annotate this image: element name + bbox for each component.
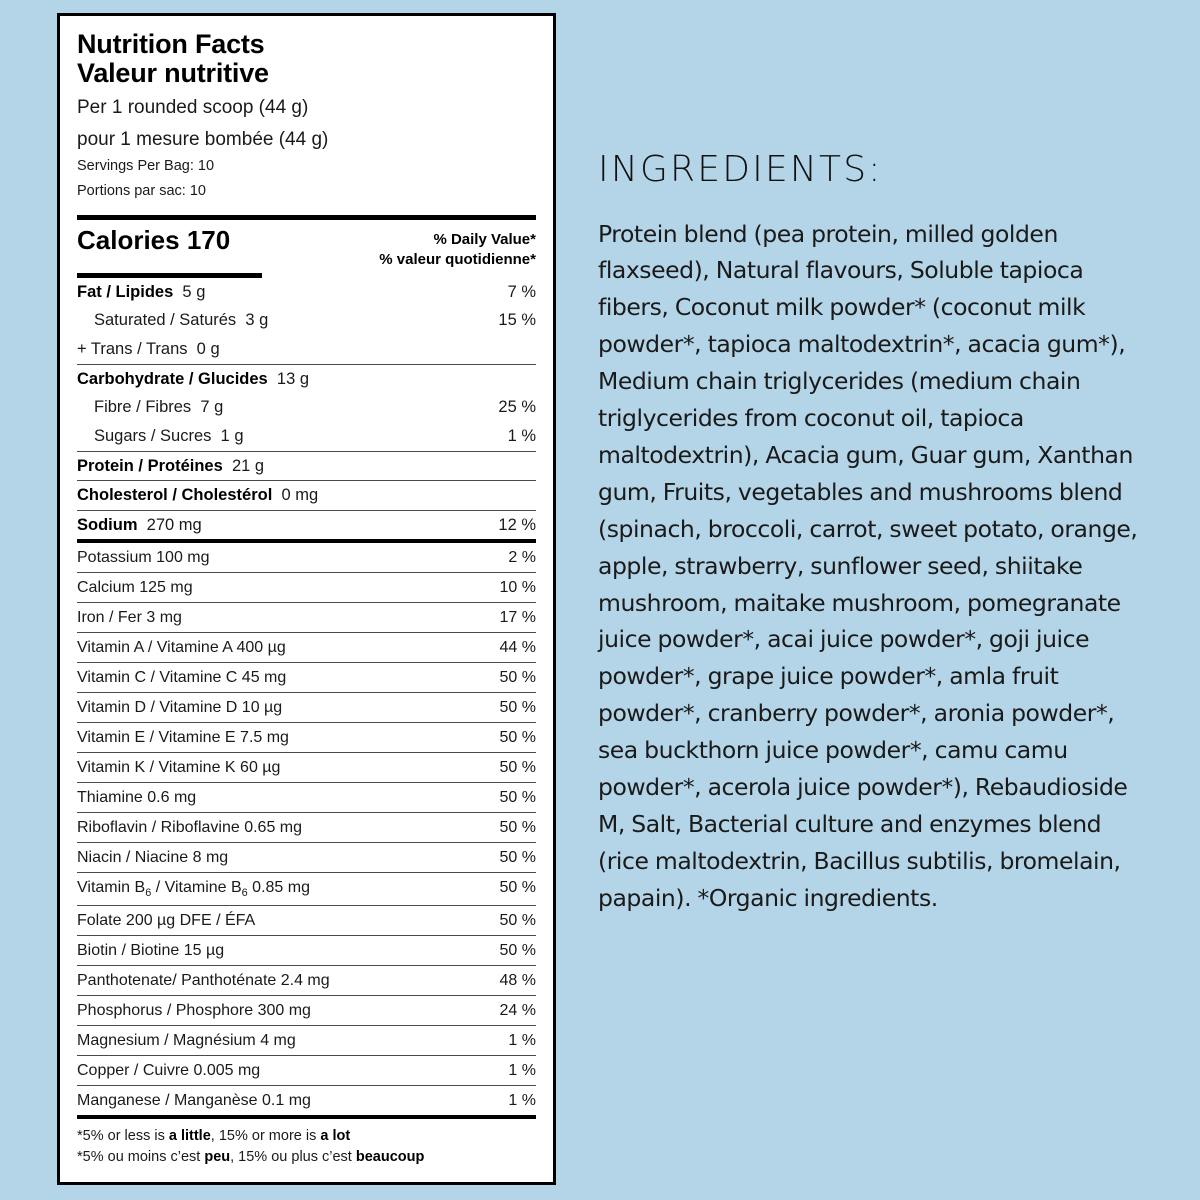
micronutrient-label: Biotin / Biotine 15 µg <box>77 941 225 959</box>
micronutrient-row <box>77 1026 536 1055</box>
micronutrient-label: Niacin / Niacine 8 mg <box>77 848 229 866</box>
micronutrient-rows <box>77 543 536 1115</box>
daily-value-header-en: % Daily Value* <box>433 230 536 248</box>
nutrient-daily-value: 12 % <box>498 515 536 534</box>
footnote-fr-bold1: peu <box>204 1149 231 1166</box>
micronutrient-row <box>77 603 536 632</box>
footnote-fr <box>77 1147 536 1168</box>
nutrition-facts-panel <box>57 13 556 1185</box>
micronutrient-label: Panthotenate/ Panthoténate 2.4 mg <box>77 971 330 989</box>
micronutrient-daily-value: 50 % <box>499 911 536 929</box>
nutrient-amount: 21 g <box>222 456 265 475</box>
micronutrient-row <box>77 573 536 602</box>
nutrient-amount: 13 g <box>267 369 310 388</box>
calories-row <box>77 220 536 273</box>
nutrient-amount: 3 g <box>236 311 269 330</box>
daily-value-header-fr: % valeur quotidienne* <box>379 250 536 268</box>
nutrient-amount: 5 g <box>173 282 206 301</box>
micronutrient-daily-value: 50 % <box>499 728 536 746</box>
nutrient-row <box>77 452 536 481</box>
micronutrient-daily-value: 50 % <box>499 941 536 959</box>
micronutrient-label: Folate 200 µg DFE / ÉFA <box>77 911 256 929</box>
micronutrient-daily-value: 10 % <box>499 578 536 596</box>
nutrition-facts-title-fr: Valeur nutritive <box>77 57 269 88</box>
micronutrient-label: Vitamin A / Vitamine A 400 µg <box>77 638 286 656</box>
micronutrient-daily-value: 50 % <box>499 788 536 806</box>
nutrient-label: Cholesterol / Cholestérol 0 mg <box>77 486 319 505</box>
nutrient-row <box>77 481 536 510</box>
micronutrient-row <box>77 1056 536 1085</box>
micronutrient-row <box>77 906 536 935</box>
micronutrient-daily-value: 50 % <box>499 698 536 716</box>
nutrient-daily-value: 1 % <box>507 426 536 445</box>
micronutrient-row <box>77 723 536 752</box>
micronutrient-label: Iron / Fer 3 mg <box>77 608 182 626</box>
micronutrient-label: Vitamin $B_6$ / Vitamine $B_6$ 0.85 mg <box>77 878 310 900</box>
nutrient-row <box>77 335 536 364</box>
servings-per-bag-en: Servings Per Bag: 10 <box>77 157 215 174</box>
servings-per-bag-fr: Portions par sac: 10 <box>77 182 206 199</box>
micronutrient-row <box>77 843 536 872</box>
micronutrient-daily-value: 24 % <box>499 1001 536 1019</box>
micronutrient-row <box>77 543 536 572</box>
footnote-en <box>77 1119 536 1147</box>
daily-value-header <box>379 226 536 270</box>
nutrient-row <box>77 393 536 422</box>
nutrient-amount: 7 g <box>191 398 224 417</box>
micronutrient-row <box>77 663 536 692</box>
micronutrient-daily-value: 50 % <box>499 668 536 686</box>
nutrient-daily-value: 7 % <box>507 282 536 301</box>
micronutrient-row <box>77 873 536 905</box>
footnote-fr-mid: , 15% ou plus c’est <box>230 1149 356 1166</box>
nutrient-daily-value: 15 % <box>498 311 536 330</box>
footnote-en-bold2: a lot <box>320 1128 351 1145</box>
micronutrient-label: Copper / Cuivre 0.005 mg <box>77 1061 261 1079</box>
micronutrient-daily-value: 17 % <box>499 608 536 626</box>
footnote-fr-prefix: *5% ou moins c’est <box>77 1149 205 1166</box>
nutrient-row <box>77 422 536 451</box>
micronutrient-row <box>77 996 536 1025</box>
ingredients-body: Protein blend (pea protein, milled golden flaxseed), Natural flavours, Soluble tapioca fibers, Coconut milk powder* (coconut milk powder*, tapioca maltodextrin*, acacia gum*), Medium chain triglycerides (medium chain triglycerides from coconut oil, tapioca maltodextrin), Acacia gum, Guar gum, Xanthan gum, Fruits, vegetables and mushrooms blend (spinach, broccoli, carrot, sweet potato, orange, apple, strawberry, sunflower seed, shiitake mushroom, maitake mushroom, pomegranate juice powder*, acai juice powder*, goji juice powder*, grape juice powder*, amla fruit powder*, cranberry powder*, aronia powder*, sea buckthorn juice powder*, camu camu powder*, acerola juice powder*), Rebaudioside M, Salt, Bacterial culture and enzymes blend (rice maltodextrin, Bacillus subtilis, bromelain, papain). *Organic ingredients. <box>598 219 1138 912</box>
micronutrient-row <box>77 633 536 662</box>
footnote-en-bold1: a little <box>168 1128 211 1145</box>
micronutrient-label: Phosphorus / Phosphore 300 mg <box>77 1001 311 1019</box>
footnote-en-mid: , 15% or more is <box>210 1128 321 1145</box>
nutrient-label: Protein / Protéines 21 g <box>77 456 265 475</box>
nutrient-amount: 0 g <box>187 340 220 359</box>
micronutrient-label: Vitamin K / Vitamine K 60 µg <box>77 758 281 776</box>
micronutrient-label: Magnesium / Magnésium 4 mg <box>77 1031 296 1049</box>
micronutrient-row <box>77 936 536 965</box>
footnote-en-prefix: *5% or less is <box>77 1128 169 1145</box>
serving-size-en: Per 1 rounded scoop (44 g) <box>77 96 309 118</box>
micronutrient-daily-value: 1 % <box>508 1061 536 1079</box>
micronutrient-daily-value: 2 % <box>508 548 536 566</box>
nutrient-label: + Trans / Trans 0 g <box>77 340 220 359</box>
micronutrient-label: Vitamin D / Vitamine D 10 µg <box>77 698 283 716</box>
micronutrient-row <box>77 693 536 722</box>
micronutrient-daily-value: 1 % <box>508 1091 536 1109</box>
nutrient-daily-value: 25 % <box>498 398 536 417</box>
micronutrient-daily-value: 44 % <box>499 638 536 656</box>
nutrient-label: Saturated / Saturés 3 g <box>94 311 269 330</box>
micronutrient-row <box>77 783 536 812</box>
serving-size-fr: pour 1 mesure bombée (44 g) <box>77 128 329 150</box>
nutrient-label: Fibre / Fibres 7 g <box>94 398 224 417</box>
ingredients-panel <box>598 150 1138 917</box>
nutrient-row <box>77 278 536 307</box>
micronutrient-row <box>77 813 536 842</box>
micronutrient-daily-value: 50 % <box>499 758 536 776</box>
nutrient-amount: 270 mg <box>137 515 202 534</box>
nutrient-row <box>77 306 536 335</box>
ingredients-heading: INGREDIENTS: <box>598 149 883 190</box>
micronutrient-row <box>77 1086 536 1115</box>
nutrient-label: Sodium 270 mg <box>77 515 202 534</box>
nutrient-label: Fat / Lipides 5 g <box>77 282 206 301</box>
micronutrient-row <box>77 966 536 995</box>
nutrient-label: Sugars / Sucres 1 g <box>94 426 244 445</box>
micronutrient-daily-value: 48 % <box>499 971 536 989</box>
micronutrient-label: Potassium 100 mg <box>77 548 210 566</box>
micronutrient-label: Thiamine 0.6 mg <box>77 788 197 806</box>
micronutrient-label: Manganese / Manganèse 0.1 mg <box>77 1091 311 1109</box>
footnote-fr-bold2: beaucoup <box>355 1149 425 1166</box>
micronutrient-label: Vitamin C / Vitamine C 45 mg <box>77 668 287 686</box>
micronutrient-daily-value: 50 % <box>499 818 536 836</box>
nutrient-amount: 0 mg <box>272 486 319 505</box>
nutrient-label: Carbohydrate / Glucides 13 g <box>77 369 310 388</box>
nutrient-amount: 1 g <box>211 426 244 445</box>
micronutrient-daily-value: 1 % <box>508 1031 536 1049</box>
nutrient-row <box>77 511 536 540</box>
micronutrient-label: Calcium 125 mg <box>77 578 193 596</box>
calories-label: Calories 170 <box>77 224 231 255</box>
micronutrient-label: Vitamin E / Vitamine E 7.5 mg <box>77 728 289 746</box>
micronutrient-row <box>77 753 536 782</box>
macronutrient-rows <box>77 278 536 544</box>
micronutrient-label: Riboflavin / Riboflavine 0.65 mg <box>77 818 303 836</box>
micronutrient-daily-value: 50 % <box>499 878 536 896</box>
nutrient-row <box>77 365 536 394</box>
nutrition-facts-title-en: Nutrition Facts <box>77 29 265 59</box>
micronutrient-daily-value: 50 % <box>499 848 536 866</box>
